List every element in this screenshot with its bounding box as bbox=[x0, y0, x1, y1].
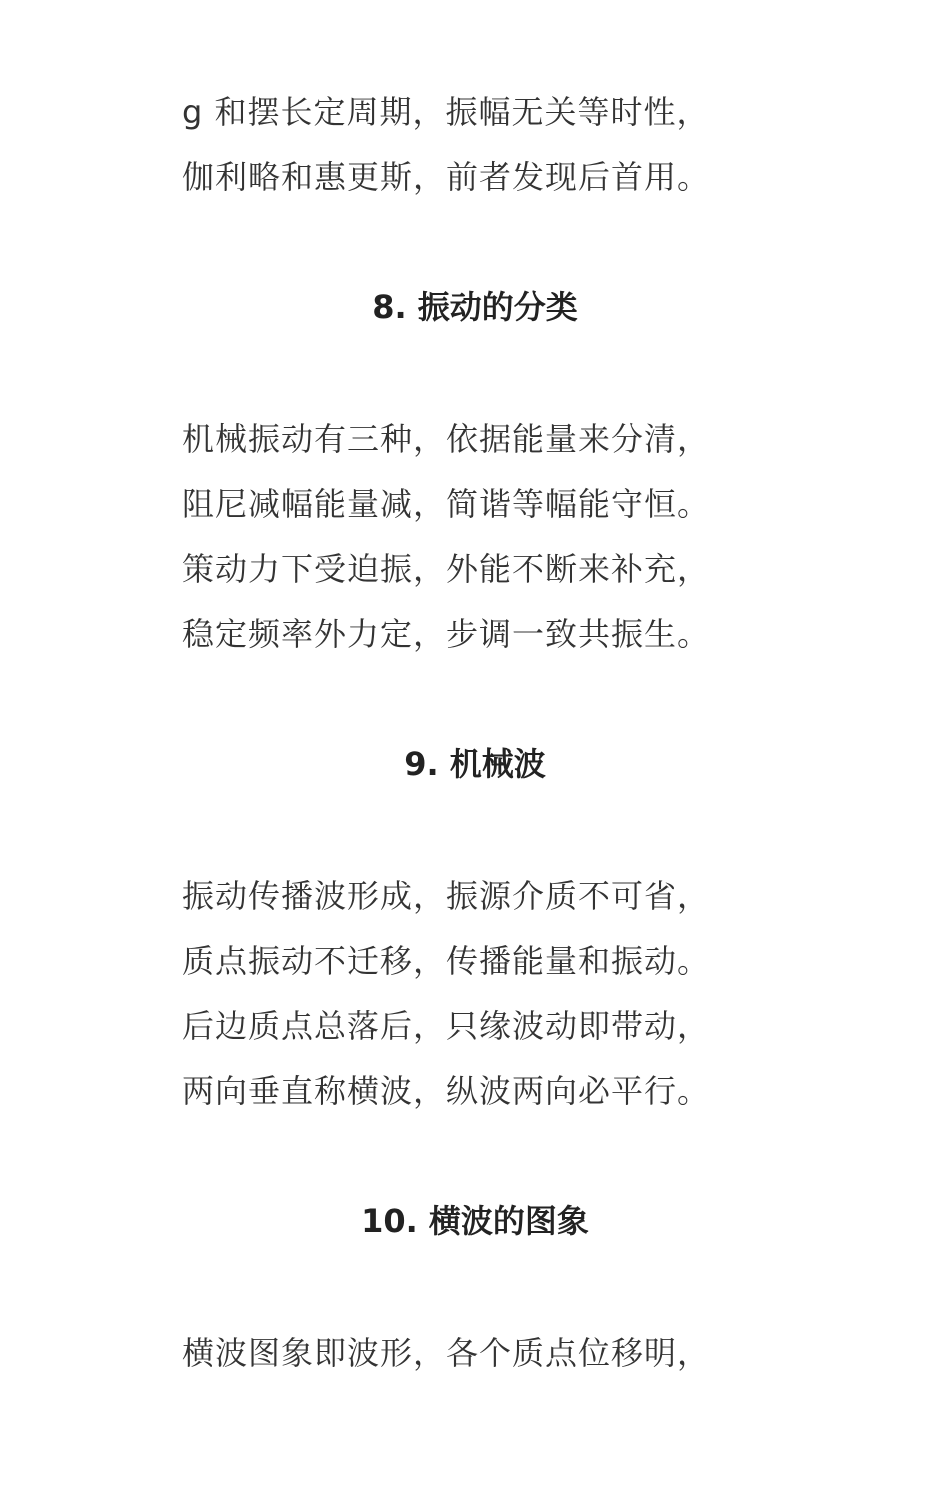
verse-line: 伽利略和惠更斯，前者发现后首用。 bbox=[182, 158, 711, 196]
section-heading: 8. 振动的分类 bbox=[372, 288, 578, 326]
verse-line: g 和摆长定周期，振幅无关等时性， bbox=[182, 93, 710, 131]
section-heading: 9. 机械波 bbox=[404, 745, 546, 783]
section-heading: 10. 横波的图象 bbox=[361, 1202, 589, 1240]
verse-line: 机械振动有三种，依据能量来分清， bbox=[182, 420, 711, 458]
verse-line: 振动传播波形成，振源介质不可省， bbox=[182, 877, 711, 915]
verse-line: 阻尼减幅能量减，简谐等幅能守恒。 bbox=[182, 485, 711, 523]
verse-line: 后边质点总落后，只缘波动即带动， bbox=[182, 1007, 711, 1045]
verse-line: 两向垂直称横波，纵波两向必平行。 bbox=[182, 1072, 711, 1110]
verse-line: 策动力下受迫振，外能不断来补充， bbox=[182, 550, 711, 588]
verse-line: 稳定频率外力定，步调一致共振生。 bbox=[182, 615, 711, 653]
verse-line: 横波图象即波形，各个质点位移明， bbox=[182, 1334, 711, 1372]
verse-line: 质点振动不迁移，传播能量和振动。 bbox=[182, 942, 711, 980]
